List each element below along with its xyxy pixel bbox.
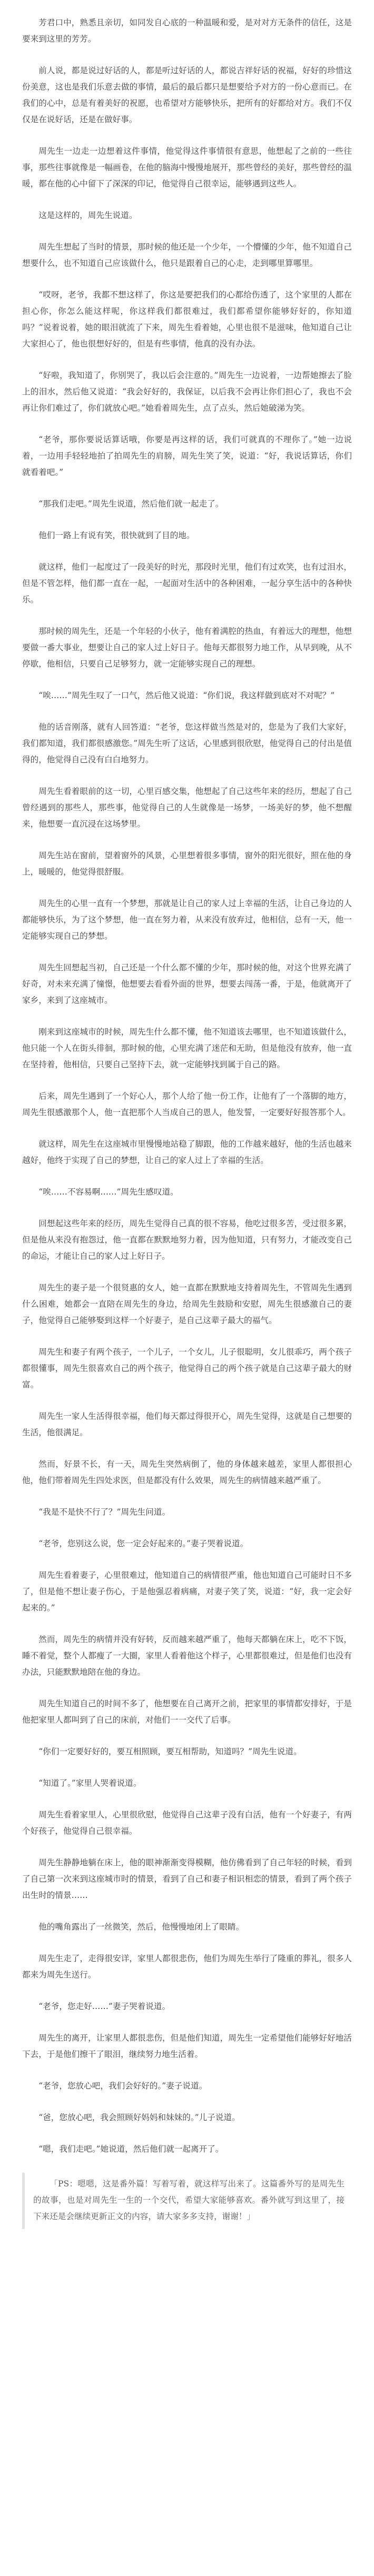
paragraph: 周先生想起了当时的情景，那时候的他还是一个少年，一个懵懂的少年，他不知道自己想要什么，也不知道自己应该做什么，他只是跟着自己的心走，走到哪里算哪里。	[22, 242, 352, 268]
paragraph: 后来，周先生遇到了一个好心人，那个人给了他一份工作，让他有了一个落脚的地方，周先生很感激那个人，他一直把那个人当成自己的恩人，他发誓，一定要好好报答那个人。	[22, 1091, 352, 1117]
paragraph: “好啦，我知道了，你别哭了，我以后会注意的。”周先生一边说着，一边帮她擦去了脸上的泪水，然后他又说道：“我会好好的，我保证，以后我不会再让你们担心了，我也不会再让你们难过了，你们就放心吧。”她看着周先生，点了点头，然后她破涕为笑。	[22, 371, 352, 413]
paragraph: 周先生的离开，让家里人都很悲伤，但是他们知道，周先生一定希望他们能够好好地活下去，于是他们擦干了眼泪，继续努力地生活着。	[22, 2033, 352, 2059]
paragraph: “老爷，那你要说话算话哦，你要是再这样的话，我们可就真的不理你了。”她一边说着，一边用手轻轻地拍了拍周先生的肩膀，周先生笑了笑，说道：“好，我说话算话，你们就看着吧。”	[22, 435, 352, 477]
paragraph: 周先生看着妻子，心里很难过，他知道自己的病情很严重，他也知道自己可能时日不多了，但是他不想让妻子伤心，于是他强忍着病痛，对妻子笑了笑，说道：“好，我一定会好起来的。”	[22, 1570, 352, 1613]
paragraph: 他们一路上有说有笑，很快就到了目的地。	[38, 531, 195, 540]
paragraph: “那我们走吧。”周先生说道，然后他们就一起走了。	[38, 499, 224, 509]
paragraph: “老爷，您放心吧，我们会好好的。”妻子说道。	[38, 2081, 208, 2091]
paragraph: 周先生看着家里人，心里很欣慰，他觉得自己这辈子没有白活，他有一个好妻子，有两个好孩子，他觉得自己很幸福。	[22, 1810, 352, 1836]
paragraph: “唉……不容易啊……”周先生感叹道。	[38, 1187, 179, 1197]
paragraph: 周先生和妻子有两个孩子，一个儿子，一个女儿，儿子很聪明，女儿很乖巧，两个孩子都很懂事，周先生很喜欢自己的两个孩子，他觉得自己的两个孩子就是自己这辈子最大的财富。	[22, 1347, 352, 1389]
paragraph: “老爷，您走好……”妻子哭着说道。	[38, 2002, 171, 2011]
paragraph: “嗯，我们走吧。”她说道，然后他们就一起离开了。	[38, 2144, 224, 2154]
paragraph: “哎呀，老爷，我都不想这样了，你这是要把我们的心都给伤透了，这个家里的人都在担心你，你怎么能这样呢，你这样我们都很难过，我们都希望你能够好好的，你知道吗？”说着说着，她的眼泪就流了下来，周先生看着她，心里也很不是滋味，他知道自己让大家担心了，他也很想好好的，但是有些事情，他真的没有办法。	[22, 290, 352, 349]
paragraph: 就这样，周先生在这座城市里慢慢地站稳了脚跟，他的工作越来越好，他的生活也越来越好，他终于实现了自己的梦想，让自己的家人过上了幸福的生活。	[22, 1139, 352, 1165]
paragraph: 这是这样的，周先生说道。	[38, 211, 137, 220]
paragraph: 周先生一家人生活得很幸福，他们每天都过得很开心，周先生觉得，这就是自己想要的生活，他很满足。	[22, 1411, 352, 1437]
paragraph: 然而，好景不长，有一天，周先生突然病倒了，他的身体越来越差，家里人都很担心他，他们带着周先生四处求医，但是都没有什么效果，周先生的病情越来越严重了。	[22, 1459, 352, 1485]
paragraph: 芳君口中，熟悉且亲切，如同发自心底的一种温暖和爱，是对对方无条件的信任，这是要来到这里的芳芳。	[22, 18, 352, 44]
paragraph: 他的话音刚落，就有人回答道：“老爷，您这样做当然是对的，您是为了我们大家好，我们都知道，我们都很感激您。”周先生听了这话，心里感到很欣慰，他觉得自己的付出是值得的，他觉得自己没有白白地努力。	[22, 722, 352, 764]
paragraph: 就这样，他们一起度过了一段美好的时光，那段时光里，他们有过欢笑，也有过泪水，但是不管怎样，他们都一直在一起，一起面对生活中的各种困难，一起分享生活中的各种快乐。	[22, 562, 352, 604]
paragraph: 周先生回想起当初，自己还是一个什么都不懂的少年，那时候的他，对这个世界充满了好奇，对未来充满了憧憬，他想要去看看外面的世界，想要去闯荡一番，于是，他就离开了家乡，来到了这座城市。	[22, 963, 352, 1005]
paragraph: 周先生的妻子是一个很贤惠的女人，她一直都在默默地支持着周先生，不管周先生遇到什么困难，她都会一直陪在周先生的身边，给周先生鼓励和安慰，周先生很感激自己的妻子，他觉得自己能够娶到这样一个好妻子，是自己这辈子最大的福气。	[22, 1283, 352, 1325]
article-body	[22, 15, 352, 2229]
author-note: 「PS：嗯嗯，这是番外篇！写着写着，就这样写出来了。这篇番外写的是周先生的故事，也是对周先生一生的一个交代，希望大家能够喜欢。番外就写到这里了，接下来还是会继续更新正文的内容，请大家多多支持，谢谢！」	[22, 2173, 352, 2229]
paragraph: 那时候的周先生，还是一个年轻的小伙子，他有着满腔的热血，有着远大的理想，他想要做一番大事业，想要让自己的家人过上好日子。他每天都很努力地工作，从早到晚，从不停歇，他相信，只要自己足够努力，就一定能够实现自己的理想。	[22, 626, 352, 669]
paragraph: “老爷，您别这么说，您一定会好起来的。”妻子哭着说道。	[38, 1539, 249, 1548]
paragraph: 周先生站在窗前，望着窗外的风景，心里想着很多事情，窗外的阳光很好，照在他的身上，暖暖的，他觉得很舒服。	[22, 851, 352, 877]
paragraph: “知道了。”家里人哭着说道。	[38, 1778, 142, 1788]
paragraph: “我是不是快不行了？”周先生问道。	[38, 1507, 171, 1517]
paragraph: 刚来到这座城市的时候，周先生什么都不懂，他不知道该去哪里，也不知道该做什么，他只能一个人在街头徘徊，那时候的他，心里充满了迷茫和无助，但是他没有放弃，他一直在坚持着，他相信，只要自己坚持下去，就一定能够找到属于自己的路。	[22, 1027, 352, 1069]
paragraph: 周先生静静地躺在床上，他的眼神渐渐变得模糊，他仿佛看到了自己年轻的时候，看到了自己第一次来到这座城市时的情景，看到了自己和妻子相识相恋的情景，看到了两个孩子出生时的情景……	[22, 1858, 352, 1900]
paragraph: 周先生走了，走得很安详，家里人都很悲伤，他们为周先生举行了隆重的葬礼，很多人都来为周先生送行。	[22, 1954, 352, 1980]
paragraph: “你们一定要好好的，要互相照顾，要互相帮助，知道吗？”周先生说道。	[38, 1747, 302, 1756]
paragraph: 回想起这些年来的经历，周先生觉得自己真的很不容易，他吃过很多苦，受过很多累，但是他从来没有抱怨过，他一直都在默默地努力着，因为他知道，只有努力，才能改变自己的命运，才能让自己的家人过上好日子。	[22, 1219, 352, 1261]
paragraph: 他的嘴角露出了一丝微笑，然后，他慢慢地闭上了眼睛。	[38, 1922, 244, 1932]
paragraph: 前人说，都是说过好话的人，都是听过好话的人，都说吉祥好话的祝福，好好的珍惜这份美意，这也是我们乐意去做的事情，最后的最后都只是想要给予对方的一份心意而已。在我们的心中，总是有着美好的祝愿，也希望对方能够快乐，把所有的好都给对方。我们不仅仅是在说好话，还是在做好事。	[22, 66, 352, 124]
paragraph: “爸，您放心吧，我会照顾好妈妈和妹妹的。”儿子说道。	[38, 2113, 240, 2122]
paragraph: 周先生知道自己的时间不多了，他想要在自己离开之前，把家里的事情都安排好，于是他把家里人都叫到了自己的床前，对他们一一交代了后事。	[22, 1699, 352, 1725]
paragraph: 周先生一边走一边想着这件事情，他觉得这件事情很有意思，他想起了之前的一些往事，那些往事就像是一幅画卷，在他的脑海中慢慢地展开，那些曾经的美好，那些曾经的温暖，都在他的心中留下了深深的印记，他觉得自己很幸运，能够遇到这些人。	[22, 146, 352, 188]
paragraph: 然而，周先生的病情并没有好转，反而越来越严重了，他每天都躺在床上，吃不下饭，睡不着觉，整个人都瘦了一大圈，家里人看着他这个样子，心里都很难过，但是他们也没有办法，只能默默地陪在他的身边。	[22, 1635, 352, 1677]
paragraph: 周先生看着眼前的这一切，心里百感交集，他想起了自己这些年来的经历，想起了自己曾经遇到的那些人，那些事，他觉得自己的人生就像是一场梦，一场美好的梦，他不想醒来，他想要一直沉浸在这场梦里。	[22, 787, 352, 829]
paragraph: 周先生的心里一直有一个梦想，那就是让自己的家人过上幸福的生活，让自己身边的人都能够快乐，为了这个梦想，他一直在努力着，从来没有放弃过，他相信，总有一天，他一定能够实现自己的梦想。	[22, 899, 352, 941]
paragraph: “唉……”周先生叹了一口气，然后他又说道：“你们说，我这样做到底对不对呢？”	[38, 691, 335, 700]
